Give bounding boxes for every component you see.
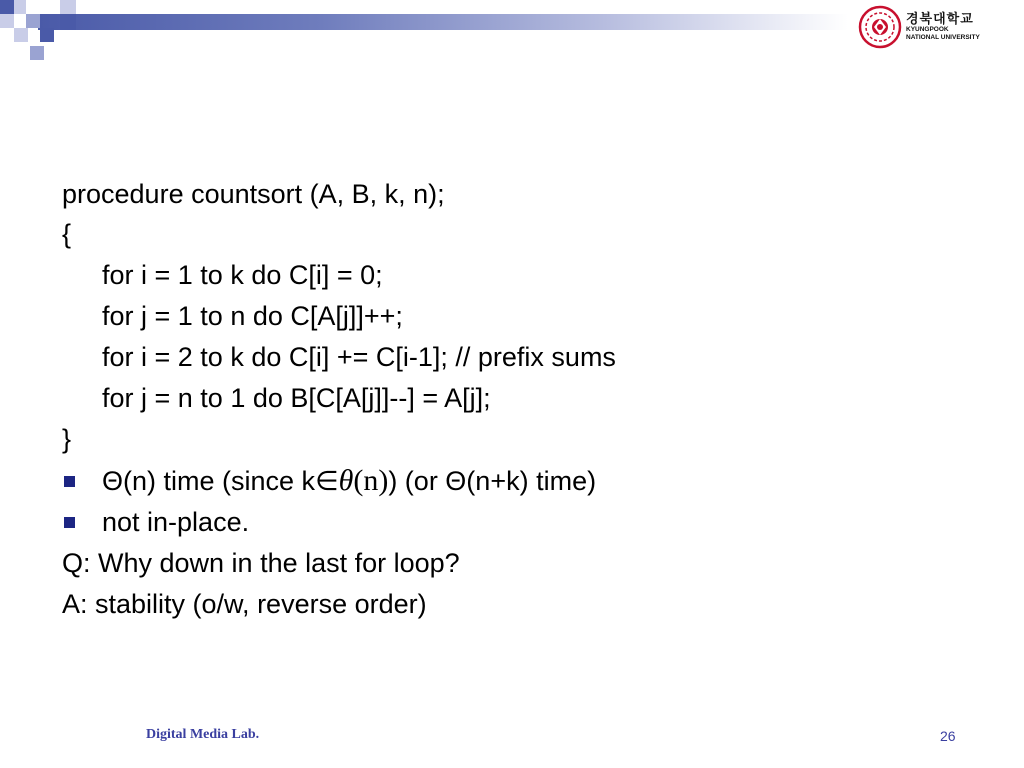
header-square [0,0,14,14]
code-line: for i = 2 to k do C[i] += C[i-1]; // prefix sums [102,342,616,372]
header-square [30,46,44,60]
header-square [60,0,76,14]
code-close-brace: } [62,424,72,454]
header-square [40,28,54,42]
theta-symbol: θ [338,464,354,497]
header-square [26,14,40,28]
header-square [14,28,28,42]
theta-argument: (n) [353,464,389,497]
footer-lab-name: Digital Media Lab. [146,727,260,742]
code-header: procedure countsort (A, B, k, n); [62,179,445,209]
university-logo [858,4,988,50]
page-number: 26 [940,728,956,744]
bullet-marker [64,517,75,528]
code-line: for i = 1 to k do C[i] = 0; [102,260,383,290]
question-text: Q: Why down in the last for loop? [62,548,460,578]
header-square [0,14,14,28]
code-open-brace: { [62,219,72,249]
header-gradient-bar [38,14,848,30]
element-of-symbol: ∈ [315,466,339,496]
theta-of-n-formula [339,464,389,497]
bullet-marker [64,476,75,487]
code-line: for j = n to 1 do B[C[A[j]]--] = A[j]; [102,383,491,413]
logo-english-text [906,26,980,42]
header-square [14,0,26,14]
bullet-not-in-place: not in-place. [102,507,250,537]
bullet-time-complexity [102,465,596,497]
university-emblem-icon [858,5,902,49]
logo-english-line-2: NATIONAL UNIVERSITY [906,34,980,41]
time-suffix: ) (or Θ(n+k) time) [388,466,597,496]
logo-korean-text: 경북대학교 [906,12,974,27]
code-line: for j = 1 to n do C[A[j]]++; [102,301,403,331]
logo-english-line-1: KYUNGPOOK [906,26,949,33]
answer-text: A: stability (o/w, reverse order) [62,589,427,619]
time-prefix: Θ(n) time (since k [102,466,316,496]
header-square [60,14,76,30]
